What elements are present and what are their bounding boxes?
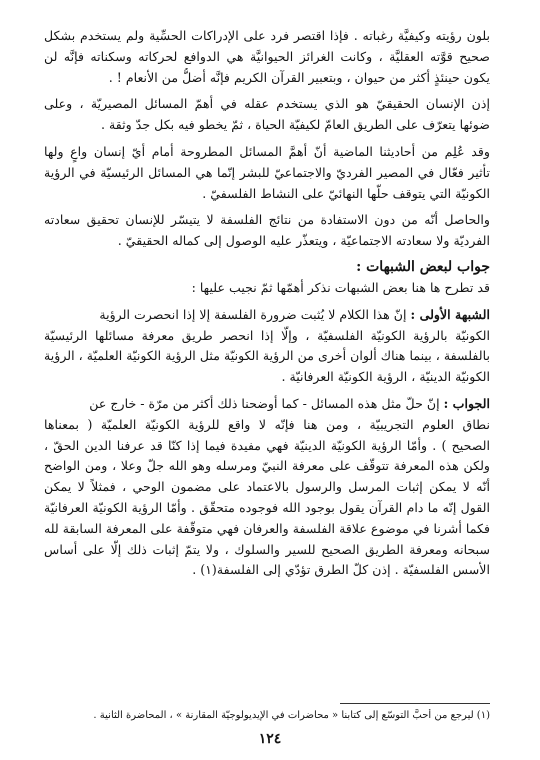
text-line: الكونيّة بالرؤية الكونيّة الفلسفيّة ، وإلّا إذا انحصر طريق معرفة مسائلها الرئيسيّة <box>44 327 490 343</box>
text-line: الصحيح ) . وأمّا الرؤية الكونيّة الدينيّة فهي مفيدة فيما إذا كنّا قد عرفنا الدين الحقّ ، <box>44 437 490 453</box>
text-line: بالفلسفة ، بينما هناك ألوان أخرى من الرؤية الكونيّة مثل الرؤية الكونيّة العلميّة ، الرؤية <box>44 348 490 364</box>
text-line: الأسس الفلسفيّة . إذن كلّ الطرق تؤدّي إلى الفلسفة(١) . <box>192 562 490 578</box>
paragraph-3 <box>44 142 490 204</box>
text-line: الشبهة الأولى : إنّ هذا الكلام لا يُثبت ضرورة الفلسفة إلا إذا انحصرت الرؤية <box>99 306 490 322</box>
text-line: والحاصل أنّه من دون الاستفادة من نتائج الفلسفة لا يتيسّر للإنسان تحقيق سعادته <box>44 212 490 228</box>
section-heading: جواب لبعض الشبهات : <box>356 258 490 275</box>
text-line: ضوئها يتعرّف على الطريق العامّ لكيفيّة الحياة ، ثمّ يخطو فيه بكل جدّ وثقة . <box>101 117 490 133</box>
text-line: الكونيّة التي يتوقف حلّها النهائيّ على النشاط الفلسفيّ . <box>202 185 490 201</box>
footnote-divider <box>340 703 490 704</box>
text-line: نطاق العلوم التجريبيّة ، ومن هنا فإنّه لا واقع للرؤية الكونيّة العلميّة ( بمعناها <box>44 416 490 432</box>
doubt-label: الشبهة الأولى : <box>410 306 490 322</box>
text-line: الجواب : إنّ حلّ مثل هذه المسائل - كما أوضحنا ذلك أكثر من مرّة - خارج عن <box>89 395 490 411</box>
doubt-paragraph <box>44 305 490 388</box>
answer-paragraph <box>44 394 490 581</box>
text-line: أنّه لا يمكن إثبات المرسل والرسول بالاعتماد على مضمون الوحي ، فمثلاً لا يمكن <box>44 479 490 495</box>
text-line: إذن الإنسان الحقيقيّ هو الذي يستخدم عقله في أهمّ المسائل المصيريّة ، وعلى <box>44 96 490 112</box>
text-line: صحيح قوَّته العقليَّة ، وكانت الغرائز الحيوانيَّة هي الدوافع لحركاته وسكناته فإنَّه لن <box>44 48 490 64</box>
answer-label: الجواب : <box>443 395 490 411</box>
text-line: الفرديّة ولا سعادته الاجتماعيّة ، ويتعذّر عليه الوصول إلى كماله الحقيقيّ . <box>117 233 490 249</box>
text-line: القول إنّه ما دام القرآن يقول بوجود الله فوجوده متحقّق . وأمّا الرؤية الكونيّة العرفانيّة <box>44 499 490 515</box>
text-line: يكون حينئذٍ أكثر من حيوان ، وبتعبير القرآن الكريم فإنَّه أضلُّ من الأنعام ! . <box>108 69 490 85</box>
section-intro: قد تطرح ها هنا بعض الشبهات نذكر أهمّها ثمّ نجيب عليها : <box>191 279 490 295</box>
page-number: ١٢٤ <box>258 731 282 747</box>
text-line: بلون رؤيته وكيفيَّة رغباته . فإذا اقتصر فرد على الإدراكات الحسِّية ولم يستخدم بشكل <box>44 28 490 43</box>
text-line: الكونيّة الدينيّة ، الرؤية الكونيّة العرفانيّة . <box>281 369 490 385</box>
footnote: (١) ليرجع من أحبَّ التوسّع إلى كتابنا « محاضرات في الإيديولوجيّة المقارنة » ، المحاضرة الثانية . <box>93 710 490 721</box>
paragraph-1 <box>44 26 490 88</box>
text-line: فكما أشرنا في موضوع علاقة الفلسفة والعرفان فهي متوقّفة على المعرفة السابقة لله <box>44 520 490 536</box>
text-line: ولكن هذه المعرفة تتوقّف على معرفة النبيّ ومرسله وهو الله جلّ وعلا ، ومن الواضح <box>44 458 490 474</box>
text-line: سبحانه ومعرفة الطريق الصحيح للسير والسلوك ، ولا يتمّ إثبات ذلك إلّا على أساس <box>44 541 490 557</box>
text-line: تأثير فعّال في المصير الفرديّ والاجتماعيّ للبشر إنّما هي المسائل الرئيسيّة في الرؤية <box>44 164 490 180</box>
text-line: وقد عُلِم من أحاديثنا الماضية أنّ أهمَّ المسائل المطروحة أمام أيّ إنسان واعٍ ولها <box>44 143 490 159</box>
paragraph-2 <box>44 94 490 136</box>
paragraph-4 <box>44 210 490 252</box>
